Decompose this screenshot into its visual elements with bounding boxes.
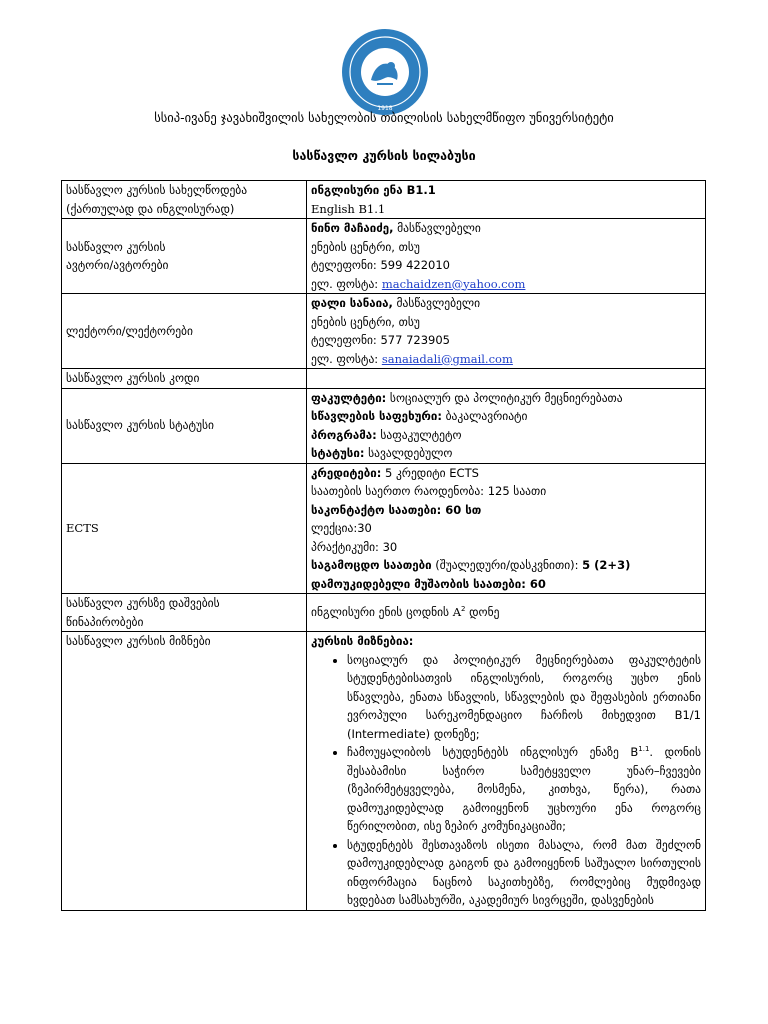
value-goals [307,632,706,911]
list-item: • სოციალურ და პოლიტიკურ მეცნიერებათა ფაკულტეტის სტუდენტებისათვის ინგლისურის, როგორც უცხო ენის სწავლება, ენათა სწავლის, სწავლების და შეფასების ერთიანი ევროპული სარეკომენდაციო ჩარჩოს მიხედვით B1/1 (Intermediate) დონეზე; [347,651,701,744]
level-label: სწავლების საფეხური: [311,409,442,423]
author-email-line [311,275,701,294]
exam-mid: (შუალედური/დასკვნითი): [431,558,583,572]
prereq-level: A [452,605,462,620]
row-authors [62,219,706,294]
status-label: სტატუსი: [311,446,365,460]
author-email-label: ელ. ფოსტა: [311,276,382,291]
exam-value: 5 (2+3) [582,558,631,572]
program-label: პროგრამა: [311,427,377,442]
row-course-code [62,369,706,389]
lecturer-phone: ტელეფონი: 577 723905 [311,333,450,347]
label-line: სასწავლო კურსის სახელწოდება [66,183,248,197]
list-item: • სტუდენტებს შესთავაზოს ისეთი მასალა, რომ მათ შეძლონ დამოუკიდებლად გაიგონ და გამოიყენონ საშუალო სირთულის ინფორმაცია ნაცნობ საკითხებზე, რომლებიც მუდმივად ხვდებათ სამსახურში, აკადემიურ სივრცეში, დასვენების [347,836,701,910]
label-course-code: სასწავლო კურსის კოდი [62,369,307,389]
value-prerequisites [307,594,706,632]
label-line: სასწავლო კურსის [66,239,166,254]
label-line: სასწავლო კურსზე დაშვების [66,596,220,610]
row-lecturers [62,294,706,369]
faculty-value: სოციალურ და პოლიტიკურ მეცნიერებათა [386,390,623,405]
author-phone: ტელეფონი: 599 422010 [311,258,450,272]
status-value: სავალდებულო [364,446,453,460]
goals-heading: კურსის მიზნებია: [311,634,414,648]
credits-line [311,464,701,483]
author-email-link[interactable]: machaidzen@yahoo.com [381,276,526,291]
prereq-text-end: დონე [465,605,500,620]
value-status [307,388,706,463]
lecturer-email-link[interactable]: sanaiadali@gmail.com [381,351,513,366]
value-course-code [307,369,706,389]
university-seal-icon [341,28,429,116]
credits-label: კრედიტები: [311,465,382,480]
status-line [311,444,701,463]
lecturer-email-label: ელ. ფოსტა: [311,351,382,366]
goal-text-rest: . დონის შესაბამისი საჭირო სამეტყველო უნარ–ჩვევები (ზეპირმეტყველება, მოსმენა, კითხვა, წერა), რათა დამოუკიდებლად გამოიყენონ უცხოური ენა როგორც წერილობით, ისე ზეპირ კომუნიკაციაში; [347,745,701,833]
row-status [62,388,706,463]
goal-text: ჩამოუყალიბოს სტუდენტებს ინგლისურ ენაზე B [347,745,639,759]
level-line [311,407,701,426]
label-line: (ქართულად და ინგლისურად) [66,201,235,216]
program-line [311,426,701,445]
row-course-name [62,181,706,219]
program-value: საფაკულტეტო [376,427,462,442]
level-value: ბაკალავრიატი [441,409,528,423]
author-dept: ენების ცენტრი, თსუ [311,239,420,254]
goal-level-sup: 1.1 [638,745,650,754]
independent-hours: დამოუკიდებელი მუშაობის საათები: 60 [311,576,546,591]
lecturer-role: მასწავლებელი [392,296,481,310]
logo-year: 1918 [377,105,393,112]
prereq-text: ინგლისური ენის ცოდნის [311,605,453,620]
contact-hours: საკონტაქტო საათები: 60 სთ [311,502,482,517]
author-name: ნინო მაჩაიძე, [311,221,394,235]
practicum-hours: პრაქტიკუმი: 30 [311,539,398,554]
label-status: სასწავლო კურსის სტატუსი [62,388,307,463]
value-lecturers [307,294,706,369]
lecturer-name-line [311,294,701,313]
faculty-line [311,389,701,408]
list-item [347,743,701,836]
exam-hours-line [311,556,701,575]
label-ects: ECTS [62,463,307,594]
goals-list [311,651,701,910]
lecturer-name: დალი სანაია, [311,296,393,310]
row-prerequisites [62,594,706,632]
lecturer-dept: ენების ცენტრი, თსუ [311,314,420,329]
label-authors [62,219,307,294]
row-ects [62,463,706,594]
exam-label: საგამოცდო საათები [311,558,432,572]
university-name: სსიპ-ივანე ჯავახიშვილის სახელობის თბილისის სახელმწიფო უნივერსიტეტი [154,110,614,125]
label-goals: სასწავლო კურსის მიზნები [62,632,307,911]
label-course-name [62,181,307,219]
lecturer-email-line [311,350,701,369]
prereq-level-sup: 2 [461,605,466,614]
total-hours: საათების საერთო რაოდენობა: 125 საათი [311,484,547,498]
value-course-name [307,181,706,219]
author-role: მასწავლებელი [393,221,481,235]
faculty-label: ფაკულტეტი: [311,390,387,405]
row-goals [62,632,706,911]
value-ects [307,463,706,594]
label-prerequisites [62,594,307,632]
course-name-en: English B1.1 [311,201,386,216]
course-name-ka: ინგლისური ენა B1.1 [311,183,436,197]
author-name-line [311,219,701,238]
credits-value: 5 კრედიტი ECTS [381,465,479,480]
syllabus-table [61,180,706,911]
page-title: სასწავლო კურსის სილაბუსი [292,148,476,163]
label-line: წინაპირობები [66,614,144,629]
value-authors [307,219,706,294]
label-lecturers: ლექტორი/ლექტორები [62,294,307,369]
lecture-hours: ლექცია:30 [311,521,372,535]
label-line: ავტორი/ავტორები [66,258,169,272]
